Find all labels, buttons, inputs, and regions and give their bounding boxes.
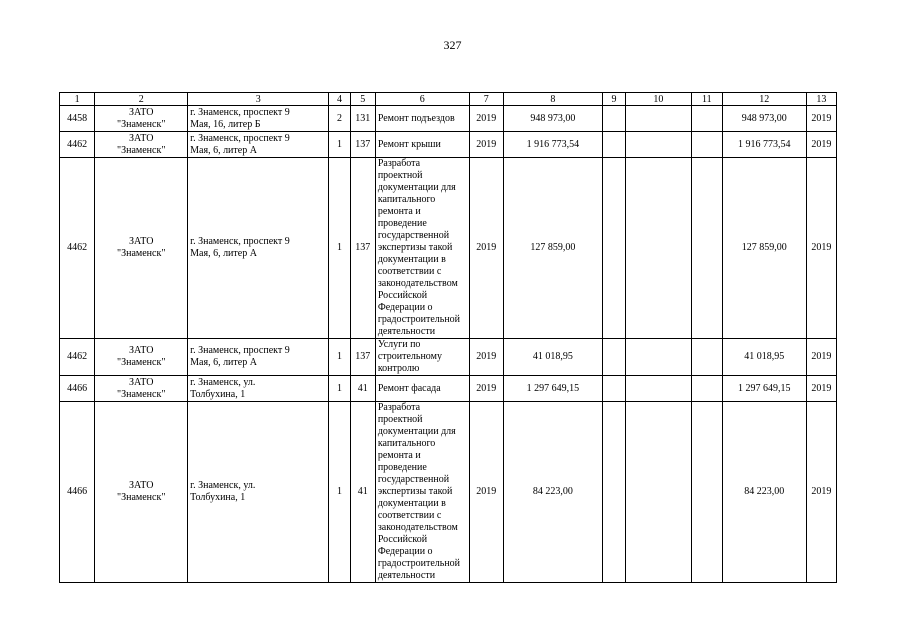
- cell-cost: 127 859,00: [503, 158, 602, 339]
- cell-municipality: ЗАТО "Знаменск": [95, 158, 188, 339]
- cell-id: 4462: [60, 158, 95, 339]
- column-header: 12: [722, 93, 806, 106]
- column-header: 3: [188, 93, 329, 106]
- column-header: 6: [375, 93, 469, 106]
- table-row: [60, 339, 837, 376]
- cell-cost: 1 297 649,15: [503, 376, 602, 402]
- table-row: [60, 106, 837, 132]
- cell-cost: 84 223,00: [503, 402, 602, 583]
- cell-year: 2019: [469, 106, 503, 132]
- column-header: 10: [626, 93, 692, 106]
- cell-address: г. Знаменск, ул. Толбухина, 1: [188, 376, 329, 402]
- cell-col11: [691, 339, 722, 376]
- cell-col11: [691, 402, 722, 583]
- cell-work-type: Услуги по строительному контролю: [375, 339, 469, 376]
- cell-col4: 1: [329, 132, 350, 158]
- cell-col9: [602, 376, 625, 402]
- cell-col10: [626, 106, 692, 132]
- cell-municipality: ЗАТО "Знаменск": [95, 132, 188, 158]
- cell-col4: 1: [329, 339, 350, 376]
- cell-work-type: Ремонт подъездов: [375, 106, 469, 132]
- cell-col11: [691, 376, 722, 402]
- cell-year-end: 2019: [806, 339, 836, 376]
- cell-col5: 41: [350, 402, 375, 583]
- cell-col10: [626, 132, 692, 158]
- cell-col9: [602, 132, 625, 158]
- cell-total: 948 973,00: [722, 106, 806, 132]
- page-number: 327: [443, 38, 462, 52]
- cell-year-end: 2019: [806, 106, 836, 132]
- cell-work-type: Разработа проектной документации для капитального ремонта и проведение государственной экспертизы такой документации в соответствии с законодательством Российской Федерации о градостроительной деятельности: [375, 158, 469, 339]
- cell-col9: [602, 339, 625, 376]
- cell-year-end: 2019: [806, 402, 836, 583]
- cell-col4: 1: [329, 158, 350, 339]
- cell-year: 2019: [469, 376, 503, 402]
- cell-address: г. Знаменск, ул. Толбухина, 1: [188, 402, 329, 583]
- column-header: 2: [95, 93, 188, 106]
- cell-year: 2019: [469, 158, 503, 339]
- cell-cost: 948 973,00: [503, 106, 602, 132]
- cell-col9: [602, 106, 625, 132]
- cell-col11: [691, 106, 722, 132]
- cell-municipality: ЗАТО "Знаменск": [95, 402, 188, 583]
- cell-col10: [626, 158, 692, 339]
- cell-work-type: Разработа проектной документации для капитального ремонта и проведение государственной экспертизы такой документации в соответствии с законодательством Российской Федерации о градостроительной деятельности: [375, 402, 469, 583]
- cell-col9: [602, 402, 625, 583]
- cell-col5: 41: [350, 376, 375, 402]
- cell-col5: 137: [350, 132, 375, 158]
- cell-col10: [626, 402, 692, 583]
- cell-col10: [626, 376, 692, 402]
- cell-col4: 1: [329, 402, 350, 583]
- column-header: 7: [469, 93, 503, 106]
- table-row: [60, 132, 837, 158]
- cell-col4: 2: [329, 106, 350, 132]
- cell-address: г. Знаменск, проспект 9 Мая, 16, литер Б: [188, 106, 329, 132]
- column-header: 11: [691, 93, 722, 106]
- column-header: 4: [329, 93, 350, 106]
- cell-year: 2019: [469, 132, 503, 158]
- column-header: 5: [350, 93, 375, 106]
- cell-cost: 1 916 773,54: [503, 132, 602, 158]
- cell-col5: 137: [350, 158, 375, 339]
- cell-municipality: ЗАТО "Знаменск": [95, 106, 188, 132]
- table-row: [60, 402, 837, 583]
- cell-col4: 1: [329, 376, 350, 402]
- cell-col5: 131: [350, 106, 375, 132]
- cell-total: 1 916 773,54: [722, 132, 806, 158]
- cell-total: 127 859,00: [722, 158, 806, 339]
- cell-work-type: Ремонт крыши: [375, 132, 469, 158]
- header-row: [60, 93, 837, 106]
- cell-id: 4466: [60, 402, 95, 583]
- table-row: [60, 376, 837, 402]
- column-header: 9: [602, 93, 625, 106]
- cell-year-end: 2019: [806, 376, 836, 402]
- cell-cost: 41 018,95: [503, 339, 602, 376]
- column-header: 13: [806, 93, 836, 106]
- cell-col5: 137: [350, 339, 375, 376]
- cell-work-type: Ремонт фасада: [375, 376, 469, 402]
- table-row: [60, 158, 837, 339]
- cell-year-end: 2019: [806, 158, 836, 339]
- cell-col9: [602, 158, 625, 339]
- cell-id: 4462: [60, 132, 95, 158]
- cell-col11: [691, 158, 722, 339]
- capital-repair-table: [59, 92, 837, 583]
- cell-col11: [691, 132, 722, 158]
- cell-address: г. Знаменск, проспект 9 Мая, 6, литер А: [188, 158, 329, 339]
- cell-id: 4458: [60, 106, 95, 132]
- cell-year-end: 2019: [806, 132, 836, 158]
- cell-id: 4462: [60, 339, 95, 376]
- column-header: 8: [503, 93, 602, 106]
- cell-total: 41 018,95: [722, 339, 806, 376]
- cell-municipality: ЗАТО "Знаменск": [95, 376, 188, 402]
- cell-year: 2019: [469, 402, 503, 583]
- cell-address: г. Знаменск, проспект 9 Мая, 6, литер А: [188, 132, 329, 158]
- cell-address: г. Знаменск, проспект 9 Мая, 6, литер А: [188, 339, 329, 376]
- cell-municipality: ЗАТО "Знаменск": [95, 339, 188, 376]
- cell-col10: [626, 339, 692, 376]
- cell-id: 4466: [60, 376, 95, 402]
- cell-year: 2019: [469, 339, 503, 376]
- cell-total: 84 223,00: [722, 402, 806, 583]
- column-header: 1: [60, 93, 95, 106]
- cell-total: 1 297 649,15: [722, 376, 806, 402]
